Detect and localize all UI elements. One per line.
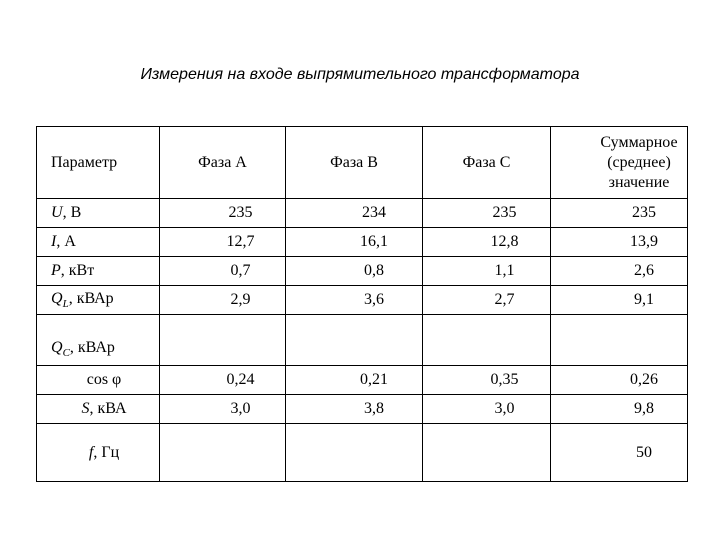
param-unit: , В xyxy=(62,204,82,221)
table-row xyxy=(37,315,688,366)
table-row xyxy=(37,424,688,482)
row-param-label xyxy=(37,228,160,257)
value-phase-a: 0,24 xyxy=(160,366,286,395)
header-sum xyxy=(551,127,688,199)
row-param-label xyxy=(37,366,160,395)
value-phase-a: 3,0 xyxy=(160,395,286,424)
header-phase-c: Фаза С xyxy=(423,127,551,199)
param-symbol: S xyxy=(81,400,90,417)
param-unit: , кВА xyxy=(89,400,127,417)
value-phase-a xyxy=(160,315,286,366)
value-sum: 9,1 xyxy=(551,286,688,315)
value-phase-c: 0,35 xyxy=(423,366,551,395)
header-param: Параметр xyxy=(37,127,160,199)
value-sum: 2,6 xyxy=(551,257,688,286)
header-sum-line3: значение xyxy=(608,173,670,191)
param-symbol: f xyxy=(88,443,94,461)
param-subscript: L xyxy=(62,298,69,311)
header-phase-b: Фаза В xyxy=(286,127,423,199)
value-sum xyxy=(551,315,688,366)
param-unit: , кВАр xyxy=(68,289,114,307)
value-phase-b: 3,8 xyxy=(286,395,423,424)
value-phase-c: 235 xyxy=(423,199,551,228)
value-phase-b xyxy=(286,315,423,366)
value-phase-a: 235 xyxy=(160,199,286,228)
value-sum: 13,9 xyxy=(551,228,688,257)
row-param-label xyxy=(37,315,160,366)
param-unit: , кВАр xyxy=(69,338,115,356)
table-row xyxy=(37,199,688,228)
value-phase-b: 3,6 xyxy=(286,286,423,315)
header-sum-line2: (среднее) xyxy=(607,153,671,171)
param-symbol: U xyxy=(51,204,63,221)
value-phase-c: 2,7 xyxy=(423,286,551,315)
table-row xyxy=(37,228,688,257)
value-phase-a: 2,9 xyxy=(160,286,286,315)
value-phase-b: 0,21 xyxy=(286,366,423,395)
value-phase-b: 16,1 xyxy=(286,228,423,257)
value-sum: 0,26 xyxy=(551,366,688,395)
param-symbol: I xyxy=(51,233,57,250)
param-symbol: Q xyxy=(51,338,63,356)
value-phase-c: 3,0 xyxy=(423,395,551,424)
measurements-table xyxy=(36,126,688,482)
page-title: Измерения на входе выпрямительного трансформатора xyxy=(140,66,580,83)
row-param-label xyxy=(37,286,160,315)
table-row xyxy=(37,257,688,286)
param-unit: , Гц xyxy=(93,443,120,461)
param-unit: , кВт xyxy=(60,262,95,279)
header-phase-a: Фаза А xyxy=(160,127,286,199)
value-phase-c: 1,1 xyxy=(423,257,551,286)
param-symbol: P xyxy=(51,262,61,279)
value-phase-a: 12,7 xyxy=(160,228,286,257)
param-unit: , А xyxy=(56,233,76,250)
param-subscript: C xyxy=(62,347,70,359)
value-phase-b: 0,8 xyxy=(286,257,423,286)
value-phase-b xyxy=(286,424,423,482)
value-sum: 9,8 xyxy=(551,395,688,424)
value-sum: 50 xyxy=(551,424,688,482)
table-row xyxy=(37,286,688,315)
header-row xyxy=(37,127,688,199)
value-phase-c xyxy=(423,315,551,366)
value-phase-b: 234 xyxy=(286,199,423,228)
header-sum-line1: Суммарное xyxy=(600,133,678,151)
value-phase-c xyxy=(423,424,551,482)
value-phase-c: 12,8 xyxy=(423,228,551,257)
value-sum: 235 xyxy=(551,199,688,228)
table-row xyxy=(37,366,688,395)
table-row xyxy=(37,395,688,424)
value-phase-a xyxy=(160,424,286,482)
row-param-label xyxy=(37,199,160,228)
row-param-label xyxy=(37,257,160,286)
value-phase-a: 0,7 xyxy=(160,257,286,286)
param-unit: cos φ xyxy=(86,371,122,388)
row-param-label xyxy=(37,424,160,482)
row-param-label xyxy=(37,395,160,424)
param-symbol: Q xyxy=(51,289,63,307)
